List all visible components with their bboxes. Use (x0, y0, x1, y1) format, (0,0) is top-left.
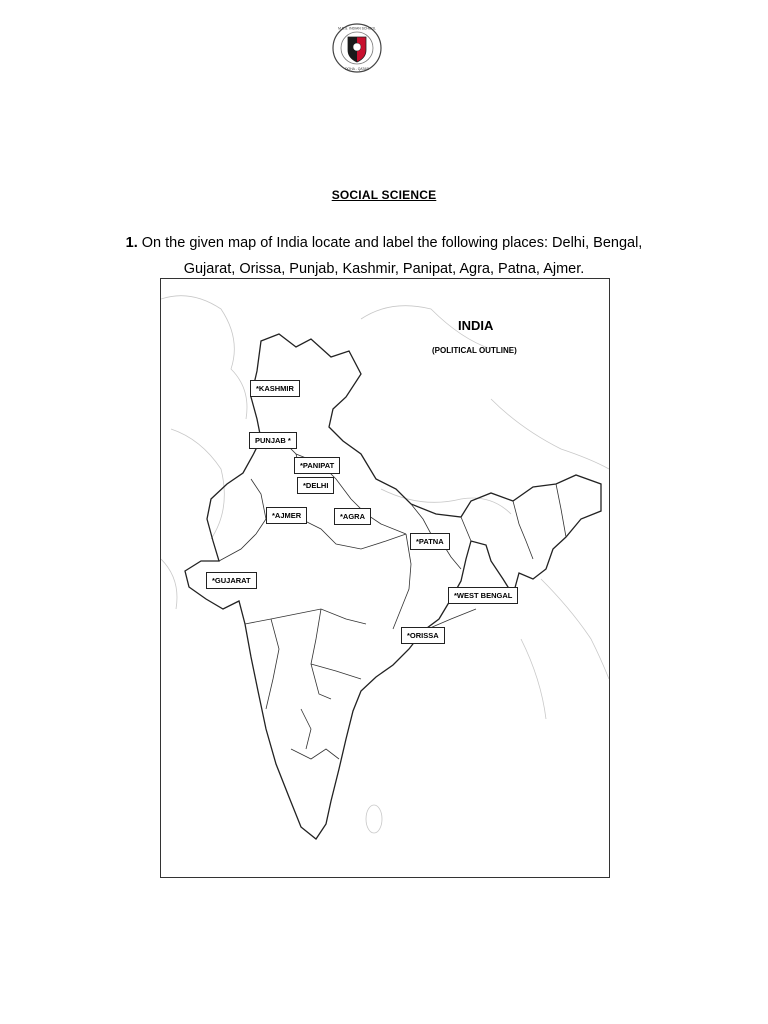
label-delhi: *DELHI (297, 477, 334, 494)
question-text: On the given map of India locate and label the following places: Delhi, Bengal, Gujarat, Orissa, Punjab, Kashmir, Panipat, Agra, Patna, Ajmer. (137, 235, 643, 277)
map-subtitle: (POLITICAL OUTLINE) (432, 346, 517, 355)
label-panipat: *PANIPAT (294, 457, 340, 474)
label-punjab: PUNJAB * (249, 432, 297, 449)
label-gujarat: *GUJARAT (206, 572, 257, 589)
label-orissa: *ORISSA (401, 627, 445, 644)
label-agra: *AGRA (334, 508, 371, 525)
label-west-bengal: *WEST BENGAL (448, 587, 518, 604)
label-patna: *PATNA (410, 533, 450, 550)
logo-text-top: M.E.S. INDIAN SCHOOL (338, 26, 376, 31)
logo-text-bottom: DOHA - QATAR (345, 67, 369, 71)
label-ajmer: *AJMER (266, 507, 307, 524)
school-logo (331, 22, 383, 74)
label-kashmir: *KASHMIR (250, 380, 300, 397)
question-1 (110, 230, 658, 282)
map-title: INDIA (458, 318, 494, 333)
section-heading: SOCIAL SCIENCE (331, 188, 437, 202)
question-number: 1. (125, 235, 138, 251)
